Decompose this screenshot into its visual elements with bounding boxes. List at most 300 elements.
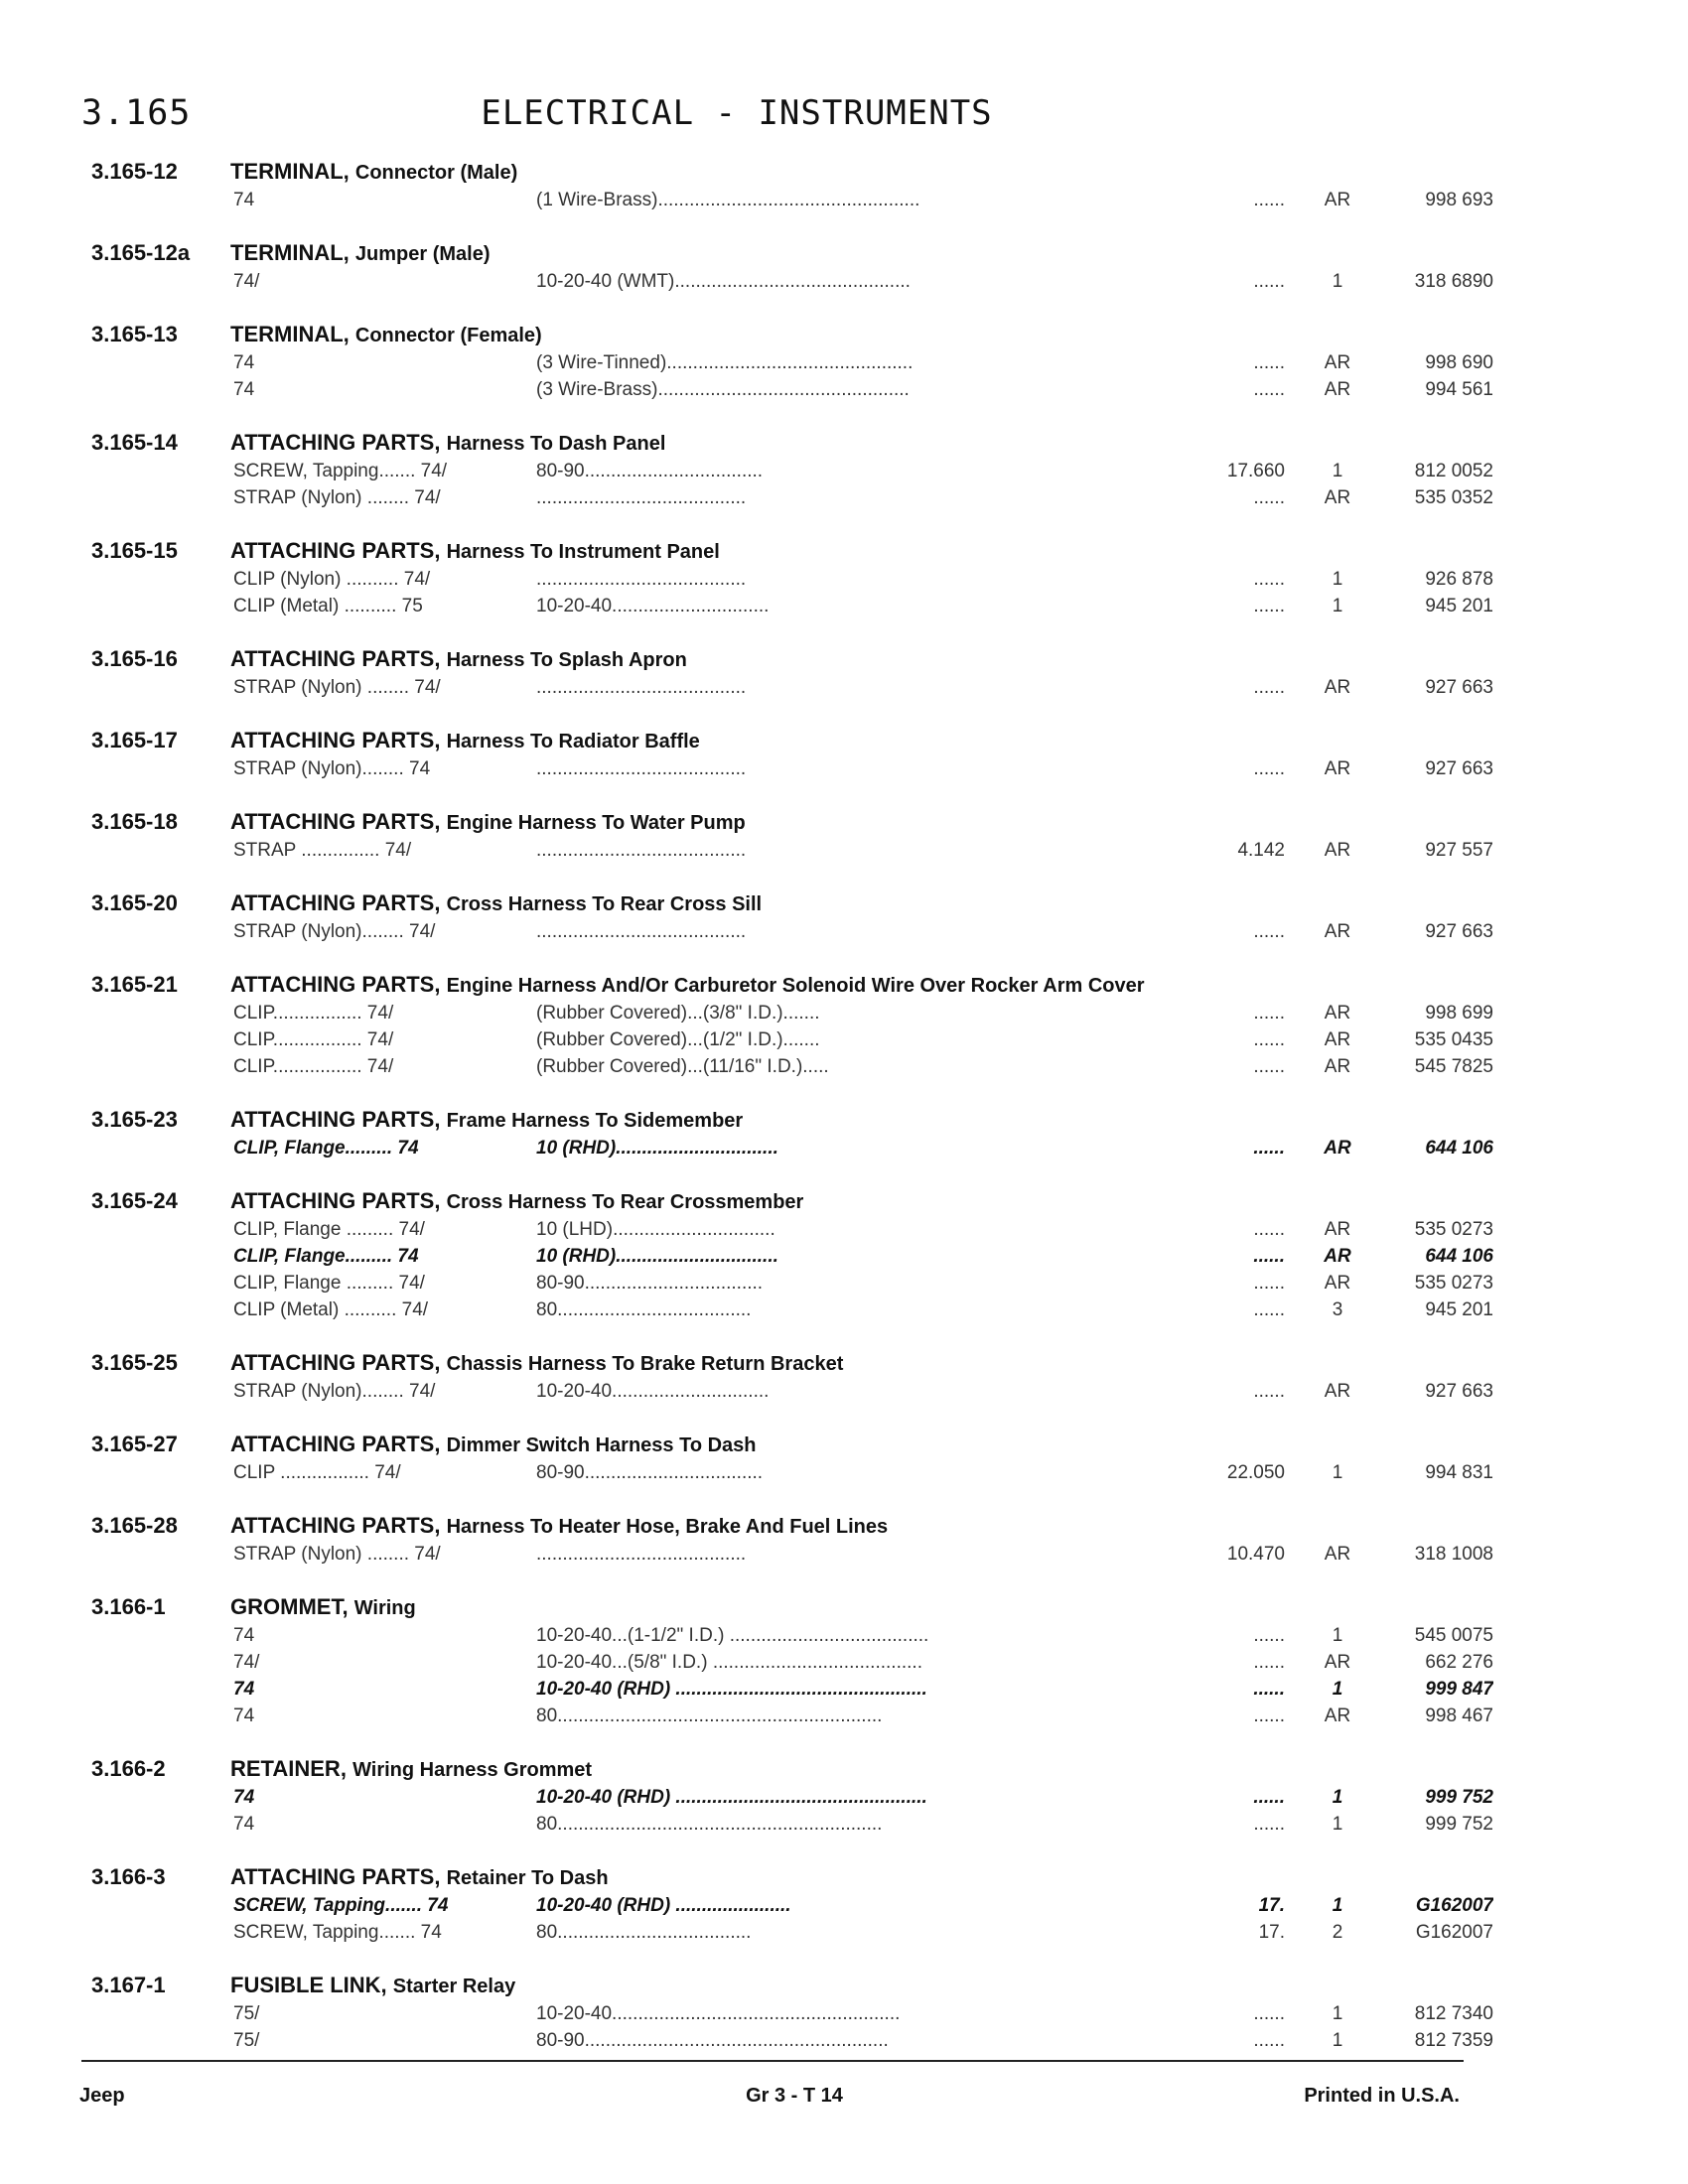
section-title bbox=[230, 726, 700, 756]
section-header bbox=[91, 644, 1402, 674]
section-number: 3.165-17 bbox=[91, 728, 178, 752]
part-number: 998 699 bbox=[1425, 1003, 1493, 1024]
part-quantity: AR bbox=[1324, 1219, 1351, 1240]
part-application: 10-20-40 (RHD) ...................... bbox=[536, 1895, 791, 1916]
section-title-main: ATTACHING PARTS, bbox=[230, 1107, 441, 1132]
part-qty-ref: ...... bbox=[1253, 677, 1285, 698]
part-qty-ref: ...... bbox=[1253, 1029, 1285, 1050]
part-qty-ref: ...... bbox=[1253, 2003, 1285, 2024]
part-quantity: 1 bbox=[1332, 1679, 1343, 1700]
part-qty-ref: ...... bbox=[1253, 1138, 1285, 1159]
page-number: 3.165 bbox=[81, 93, 192, 133]
part-number: 927 663 bbox=[1425, 758, 1493, 779]
part-quantity: AR bbox=[1324, 758, 1351, 779]
part-application: 10 (RHD)............................... bbox=[536, 1246, 778, 1267]
part-description: SCREW, Tapping....... 74/ bbox=[233, 461, 448, 481]
part-row bbox=[91, 918, 1493, 945]
part-quantity: AR bbox=[1324, 1381, 1351, 1402]
part-quantity: AR bbox=[1324, 352, 1351, 373]
part-quantity: AR bbox=[1324, 1056, 1351, 1077]
part-number: 994 831 bbox=[1425, 1462, 1493, 1483]
part-number: 927 663 bbox=[1425, 677, 1493, 698]
part-application: 10-20-40 (RHD) ................................................ bbox=[536, 1787, 927, 1808]
part-row bbox=[91, 1297, 1493, 1323]
part-qty-ref: ...... bbox=[1253, 1219, 1285, 1240]
part-row bbox=[91, 837, 1493, 864]
part-quantity: 1 bbox=[1332, 1787, 1343, 1808]
section-header bbox=[91, 1971, 1402, 2000]
part-qty-ref: ...... bbox=[1253, 1679, 1285, 1700]
part-description: STRAP (Nylon) ........ 74/ bbox=[233, 487, 441, 508]
part-quantity: AR bbox=[1324, 840, 1351, 861]
section-header bbox=[91, 1105, 1402, 1135]
part-number: 998 467 bbox=[1425, 1706, 1493, 1726]
part-row bbox=[91, 268, 1493, 295]
parts-section bbox=[91, 1348, 1493, 1405]
part-description: STRAP (Nylon)........ 74/ bbox=[233, 1381, 436, 1402]
parts-section bbox=[91, 1862, 1493, 1946]
part-row bbox=[91, 1892, 1493, 1919]
parts-section bbox=[91, 1511, 1493, 1568]
part-qty-ref: ...... bbox=[1253, 487, 1285, 508]
part-application: 10-20-40 (WMT)............................................. bbox=[536, 271, 911, 292]
section-number: 3.165-18 bbox=[91, 809, 178, 834]
parts-section bbox=[91, 970, 1493, 1080]
footer-group-ref: Gr 3 - T 14 bbox=[746, 2085, 843, 2107]
part-quantity: AR bbox=[1324, 1138, 1351, 1159]
parts-section bbox=[91, 1186, 1493, 1323]
part-row bbox=[91, 1919, 1493, 1946]
part-qty-ref: ...... bbox=[1253, 1787, 1285, 1808]
section-title-main: TERMINAL, bbox=[230, 322, 350, 346]
section-title-main: RETAINER, bbox=[230, 1756, 347, 1781]
part-description: CLIP (Metal) .......... 75 bbox=[233, 596, 423, 616]
section-title-main: ATTACHING PARTS, bbox=[230, 1432, 441, 1456]
section-title bbox=[230, 157, 517, 188]
parts-section bbox=[91, 238, 1493, 295]
section-title-main: FUSIBLE LINK, bbox=[230, 1973, 387, 1997]
part-description: STRAP (Nylon)........ 74 bbox=[233, 758, 431, 779]
section-title bbox=[230, 238, 490, 269]
part-description: CLIP, Flange ......... 74/ bbox=[233, 1219, 425, 1240]
section-title bbox=[230, 1862, 609, 1893]
footer-brand: Jeep bbox=[79, 2085, 125, 2107]
part-application: (Rubber Covered)...(1/2" I.D.)....... bbox=[536, 1029, 820, 1050]
parts-section bbox=[91, 726, 1493, 782]
section-number: 3.165-15 bbox=[91, 538, 178, 563]
part-number: 662 276 bbox=[1425, 1652, 1493, 1673]
section-number: 3.165-24 bbox=[91, 1188, 178, 1213]
part-application: ........................................ bbox=[536, 921, 747, 942]
section-title-detail: Harness To Dash Panel bbox=[446, 433, 666, 455]
part-number: 999 752 bbox=[1425, 1814, 1493, 1835]
section-header bbox=[91, 726, 1402, 755]
part-description: CLIP (Metal) .......... 74/ bbox=[233, 1299, 429, 1320]
part-description: CLIP................. 74/ bbox=[233, 1029, 394, 1050]
section-title-detail: Harness To Splash Apron bbox=[446, 649, 687, 671]
section-title-detail: Cross Harness To Rear Crossmember bbox=[446, 1191, 804, 1213]
part-quantity: AR bbox=[1324, 190, 1351, 210]
part-quantity: 1 bbox=[1332, 1625, 1343, 1646]
section-title bbox=[230, 1186, 803, 1217]
part-qty-ref: ...... bbox=[1253, 352, 1285, 373]
part-number: 998 693 bbox=[1425, 190, 1493, 210]
part-application: 10-20-40.............................. bbox=[536, 596, 770, 616]
part-application: 80-90.................................. bbox=[536, 461, 764, 481]
part-description: 75/ bbox=[233, 2030, 260, 2051]
part-qty-ref: 17. bbox=[1258, 1895, 1285, 1916]
part-number: 927 557 bbox=[1425, 840, 1493, 861]
part-number: 945 201 bbox=[1425, 596, 1493, 616]
section-title-detail: Starter Relay bbox=[392, 1976, 516, 1997]
parts-section bbox=[91, 1105, 1493, 1161]
section-title-main: ATTACHING PARTS, bbox=[230, 430, 441, 455]
parts-section bbox=[91, 644, 1493, 701]
part-row bbox=[91, 1053, 1493, 1080]
part-application: 80.............................................................. bbox=[536, 1814, 883, 1835]
part-number: 994 561 bbox=[1425, 379, 1493, 400]
part-row bbox=[91, 1459, 1493, 1486]
part-number: 927 663 bbox=[1425, 1381, 1493, 1402]
section-title bbox=[230, 1430, 757, 1460]
parts-section bbox=[91, 1592, 1493, 1729]
section-header bbox=[91, 238, 1402, 268]
part-description: 74 bbox=[233, 1625, 255, 1646]
parts-section bbox=[91, 888, 1493, 945]
part-application: 80.............................................................. bbox=[536, 1706, 883, 1726]
part-row bbox=[91, 1541, 1493, 1568]
part-qty-ref: ...... bbox=[1253, 596, 1285, 616]
section-number: 3.165-14 bbox=[91, 430, 178, 455]
part-number: 812 0052 bbox=[1414, 461, 1493, 481]
part-row bbox=[91, 1676, 1493, 1703]
part-description: 74 bbox=[233, 1814, 255, 1835]
section-title-main: ATTACHING PARTS, bbox=[230, 972, 441, 997]
part-number: 999 847 bbox=[1425, 1679, 1493, 1700]
part-application: (Rubber Covered)...(11/16" I.D.)..... bbox=[536, 1056, 829, 1077]
section-title-detail: Harness To Radiator Baffle bbox=[446, 731, 700, 752]
part-qty-ref: ...... bbox=[1253, 190, 1285, 210]
page-header bbox=[81, 93, 1392, 145]
parts-section bbox=[91, 1754, 1493, 1838]
section-header bbox=[91, 536, 1402, 566]
part-row bbox=[91, 1135, 1493, 1161]
part-row bbox=[91, 1622, 1493, 1649]
part-number: 535 0352 bbox=[1414, 487, 1493, 508]
section-title bbox=[230, 320, 542, 350]
part-quantity: 1 bbox=[1332, 1462, 1343, 1483]
part-qty-ref: ...... bbox=[1253, 1381, 1285, 1402]
part-quantity: AR bbox=[1324, 487, 1351, 508]
part-description: CLIP, Flange......... 74 bbox=[233, 1246, 419, 1267]
parts-section bbox=[91, 1971, 1493, 2054]
section-title-main: ATTACHING PARTS, bbox=[230, 809, 441, 834]
section-title bbox=[230, 1511, 888, 1542]
part-quantity: AR bbox=[1324, 1273, 1351, 1294]
section-title-detail: Connector (Male) bbox=[354, 162, 518, 184]
part-description: 74/ bbox=[233, 1652, 260, 1673]
part-application: 80-90.................................. bbox=[536, 1462, 764, 1483]
part-number: 545 7825 bbox=[1414, 1056, 1493, 1077]
section-header bbox=[91, 428, 1402, 458]
section-header bbox=[91, 1592, 1402, 1622]
section-title-detail: Engine Harness And/Or Carburetor Solenoid Wire Over Rocker Arm Cover bbox=[446, 975, 1145, 997]
part-qty-ref: ...... bbox=[1253, 271, 1285, 292]
section-title bbox=[230, 1754, 592, 1785]
section-title-main: ATTACHING PARTS, bbox=[230, 1188, 441, 1213]
section-title bbox=[230, 644, 687, 675]
part-qty-ref: ...... bbox=[1253, 2030, 1285, 2051]
part-application: 10 (RHD)............................... bbox=[536, 1138, 778, 1159]
part-application: (Rubber Covered)...(3/8" I.D.)....... bbox=[536, 1003, 820, 1024]
part-number: 644 106 bbox=[1425, 1138, 1493, 1159]
section-number: 3.165-20 bbox=[91, 890, 178, 915]
part-application: 80..................................... bbox=[536, 1922, 752, 1943]
part-number: 926 878 bbox=[1425, 569, 1493, 590]
part-application: 80-90.......................................................... bbox=[536, 2030, 889, 2051]
part-description: 75/ bbox=[233, 2003, 260, 2024]
part-application: 80-90.................................. bbox=[536, 1273, 764, 1294]
part-number: 812 7359 bbox=[1414, 2030, 1493, 2051]
section-number: 3.166-3 bbox=[91, 1864, 166, 1889]
part-description: 74 bbox=[233, 352, 255, 373]
part-quantity: AR bbox=[1324, 1003, 1351, 1024]
part-row bbox=[91, 484, 1493, 511]
part-qty-ref: ...... bbox=[1253, 1299, 1285, 1320]
part-description: 74 bbox=[233, 1787, 255, 1808]
section-number: 3.165-23 bbox=[91, 1107, 178, 1132]
section-number: 3.165-28 bbox=[91, 1513, 178, 1538]
part-row bbox=[91, 593, 1493, 619]
footer-printed: Printed in U.S.A. bbox=[1304, 2085, 1460, 2107]
section-title bbox=[230, 888, 762, 919]
section-title-main: TERMINAL, bbox=[230, 159, 350, 184]
parts-section bbox=[91, 1430, 1493, 1486]
part-quantity: AR bbox=[1324, 1706, 1351, 1726]
part-quantity: AR bbox=[1324, 677, 1351, 698]
section-title-detail: Connector (Female) bbox=[354, 325, 542, 346]
part-quantity: AR bbox=[1324, 1544, 1351, 1565]
part-quantity: AR bbox=[1324, 1029, 1351, 1050]
part-application: ........................................ bbox=[536, 569, 747, 590]
section-title bbox=[230, 1971, 515, 2001]
section-title bbox=[230, 970, 1145, 1001]
part-row bbox=[91, 1243, 1493, 1270]
part-qty-ref: 17. bbox=[1258, 1922, 1285, 1943]
section-title-detail: Retainer To Dash bbox=[446, 1867, 609, 1889]
part-row bbox=[91, 349, 1493, 376]
part-qty-ref: 22.050 bbox=[1226, 1462, 1285, 1483]
part-application: ........................................ bbox=[536, 1544, 747, 1565]
section-number: 3.165-25 bbox=[91, 1350, 178, 1375]
part-qty-ref: ...... bbox=[1253, 1003, 1285, 1024]
section-title-detail: Engine Harness To Water Pump bbox=[446, 812, 746, 834]
part-qty-ref: 10.470 bbox=[1226, 1544, 1285, 1565]
section-header bbox=[91, 1511, 1402, 1541]
part-quantity: 1 bbox=[1332, 596, 1343, 616]
part-qty-ref: ...... bbox=[1253, 1246, 1285, 1267]
part-number: 812 7340 bbox=[1414, 2003, 1493, 2024]
part-number: 644 106 bbox=[1425, 1246, 1493, 1267]
section-header bbox=[91, 320, 1402, 349]
part-row bbox=[91, 1026, 1493, 1053]
part-qty-ref: ...... bbox=[1253, 379, 1285, 400]
part-row bbox=[91, 458, 1493, 484]
part-row bbox=[91, 1000, 1493, 1026]
part-number: 318 1008 bbox=[1414, 1544, 1493, 1565]
section-title-main: ATTACHING PARTS, bbox=[230, 538, 441, 563]
part-quantity: 1 bbox=[1332, 1814, 1343, 1835]
section-title-main: GROMMET, bbox=[230, 1594, 349, 1619]
part-row bbox=[91, 1649, 1493, 1676]
section-title-detail: Wiring bbox=[353, 1597, 416, 1619]
part-row bbox=[91, 1811, 1493, 1838]
part-quantity: AR bbox=[1324, 379, 1351, 400]
part-qty-ref: 17.660 bbox=[1226, 461, 1285, 481]
part-description: CLIP, Flange ......... 74/ bbox=[233, 1273, 425, 1294]
section-number: 3.165-27 bbox=[91, 1432, 178, 1456]
parts-section bbox=[91, 157, 1493, 213]
section-title-detail: Chassis Harness To Brake Return Bracket bbox=[446, 1353, 844, 1375]
section-title-main: TERMINAL, bbox=[230, 240, 350, 265]
part-application: ........................................ bbox=[536, 840, 747, 861]
part-application: (3 Wire-Brass)................................................ bbox=[536, 379, 910, 400]
part-application: ........................................ bbox=[536, 487, 747, 508]
part-qty-ref: ...... bbox=[1253, 1273, 1285, 1294]
part-number: 998 690 bbox=[1425, 352, 1493, 373]
part-quantity: 1 bbox=[1332, 569, 1343, 590]
section-number: 3.165-13 bbox=[91, 322, 178, 346]
part-application: 10-20-40 (RHD) ................................................ bbox=[536, 1679, 927, 1700]
part-quantity: 2 bbox=[1332, 1922, 1343, 1943]
part-description: CLIP (Nylon) .......... 74/ bbox=[233, 569, 431, 590]
parts-section bbox=[91, 536, 1493, 619]
section-number: 3.165-21 bbox=[91, 972, 178, 997]
section-title-detail: Jumper (Male) bbox=[354, 243, 491, 265]
section-title-detail: Wiring Harness Grommet bbox=[352, 1759, 593, 1781]
part-qty-ref: ...... bbox=[1253, 1625, 1285, 1646]
part-description: 74 bbox=[233, 379, 255, 400]
section-number: 3.166-2 bbox=[91, 1756, 166, 1781]
part-row bbox=[91, 187, 1493, 213]
part-quantity: 1 bbox=[1332, 1895, 1343, 1916]
parts-section bbox=[91, 807, 1493, 864]
part-qty-ref: ...... bbox=[1253, 1056, 1285, 1077]
section-title-main: ATTACHING PARTS, bbox=[230, 1350, 441, 1375]
part-row bbox=[91, 674, 1493, 701]
part-row bbox=[91, 755, 1493, 782]
part-description: SCREW, Tapping....... 74 bbox=[233, 1895, 449, 1916]
part-number: G162007 bbox=[1415, 1895, 1493, 1916]
section-header bbox=[91, 970, 1402, 1000]
part-qty-ref: ...... bbox=[1253, 921, 1285, 942]
part-row bbox=[91, 1784, 1493, 1811]
part-number: 318 6890 bbox=[1414, 271, 1493, 292]
part-number: 927 663 bbox=[1425, 921, 1493, 942]
section-title-detail: Harness To Instrument Panel bbox=[446, 541, 720, 563]
part-description: 74 bbox=[233, 1679, 255, 1700]
part-quantity: 1 bbox=[1332, 2030, 1343, 2051]
part-application: (1 Wire-Brass).................................................. bbox=[536, 190, 920, 210]
section-number: 3.165-12 bbox=[91, 159, 178, 184]
section-number: 3.165-12a bbox=[91, 240, 191, 265]
part-number: 945 201 bbox=[1425, 1299, 1493, 1320]
part-number: 535 0273 bbox=[1414, 1219, 1493, 1240]
part-number: 535 0435 bbox=[1414, 1029, 1493, 1050]
section-number: 3.165-16 bbox=[91, 646, 178, 671]
part-description: STRAP (Nylon)........ 74/ bbox=[233, 921, 436, 942]
section-title bbox=[230, 1592, 416, 1623]
part-description: CLIP, Flange......... 74 bbox=[233, 1138, 419, 1159]
part-qty-ref: ...... bbox=[1253, 1814, 1285, 1835]
section-title-main: ATTACHING PARTS, bbox=[230, 1864, 441, 1889]
section-header bbox=[91, 1430, 1402, 1459]
section-header bbox=[91, 1754, 1402, 1784]
section-title-main: ATTACHING PARTS, bbox=[230, 646, 441, 671]
part-qty-ref: ...... bbox=[1253, 569, 1285, 590]
part-qty-ref: ...... bbox=[1253, 1652, 1285, 1673]
part-description: 74 bbox=[233, 1706, 255, 1726]
part-number: 999 752 bbox=[1425, 1787, 1493, 1808]
section-title bbox=[230, 1348, 843, 1379]
part-application: 80..................................... bbox=[536, 1299, 752, 1320]
part-application: ........................................ bbox=[536, 677, 747, 698]
part-quantity: AR bbox=[1324, 1246, 1351, 1267]
part-row bbox=[91, 2000, 1493, 2027]
part-row bbox=[91, 1378, 1493, 1405]
section-title bbox=[230, 807, 746, 838]
section-title-main: ATTACHING PARTS, bbox=[230, 890, 441, 915]
part-application: 10-20-40...(1-1/2" I.D.) ...................................... bbox=[536, 1625, 929, 1646]
part-description: CLIP................. 74/ bbox=[233, 1056, 394, 1077]
part-row bbox=[91, 566, 1493, 593]
part-quantity: 1 bbox=[1332, 2003, 1343, 2024]
section-header bbox=[91, 157, 1402, 187]
part-description: STRAP (Nylon) ........ 74/ bbox=[233, 1544, 441, 1565]
section-title-detail: Harness To Heater Hose, Brake And Fuel Lines bbox=[446, 1516, 889, 1538]
section-title bbox=[230, 1105, 743, 1136]
footer-divider bbox=[81, 2060, 1464, 2062]
part-number: 545 0075 bbox=[1414, 1625, 1493, 1646]
section-header bbox=[91, 1348, 1402, 1378]
section-header bbox=[91, 1186, 1402, 1216]
part-qty-ref: 4.142 bbox=[1237, 840, 1285, 861]
part-number: G162007 bbox=[1415, 1922, 1493, 1943]
part-description: 74/ bbox=[233, 271, 260, 292]
section-title-main: ATTACHING PARTS, bbox=[230, 728, 441, 752]
parts-section bbox=[91, 428, 1493, 511]
part-description: STRAP (Nylon) ........ 74/ bbox=[233, 677, 441, 698]
part-description: STRAP ............... 74/ bbox=[233, 840, 412, 861]
part-quantity: 3 bbox=[1332, 1299, 1343, 1320]
part-row bbox=[91, 1270, 1493, 1297]
parts-list bbox=[91, 157, 1493, 2079]
part-description: 74 bbox=[233, 190, 255, 210]
part-row bbox=[91, 376, 1493, 403]
section-header bbox=[91, 1862, 1402, 1892]
section-title bbox=[230, 536, 720, 567]
section-title bbox=[230, 428, 665, 459]
part-description: CLIP................. 74/ bbox=[233, 1003, 394, 1024]
part-quantity: 1 bbox=[1332, 271, 1343, 292]
section-number: 3.166-1 bbox=[91, 1594, 166, 1619]
part-application: 10-20-40....................................................... bbox=[536, 2003, 901, 2024]
section-number: 3.167-1 bbox=[91, 1973, 166, 1997]
part-qty-ref: ...... bbox=[1253, 758, 1285, 779]
part-description: SCREW, Tapping....... 74 bbox=[233, 1922, 442, 1943]
part-number: 535 0273 bbox=[1414, 1273, 1493, 1294]
part-quantity: AR bbox=[1324, 1652, 1351, 1673]
